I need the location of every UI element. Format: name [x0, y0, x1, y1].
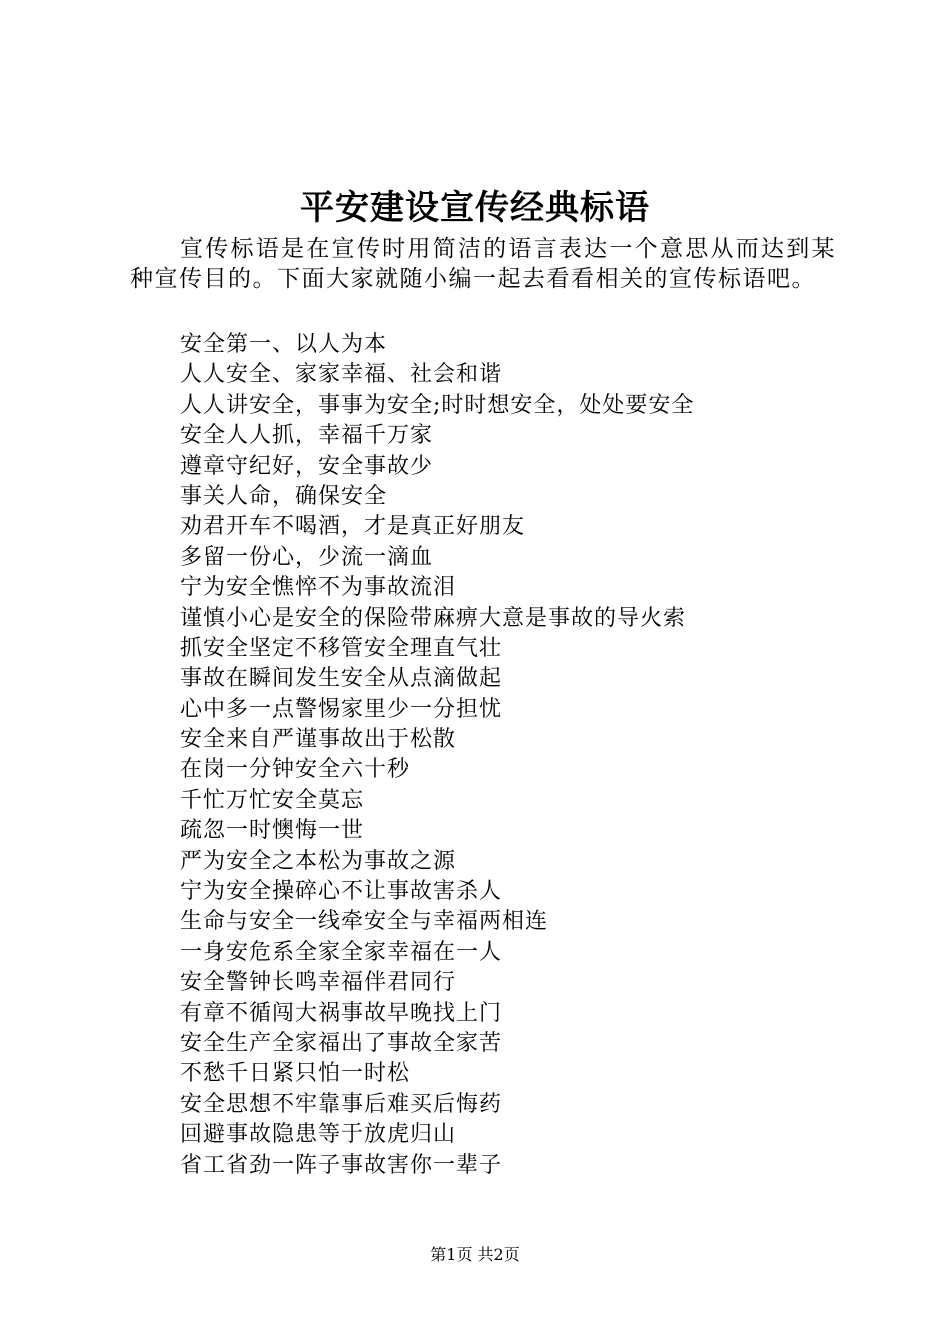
slogan-item: 安全人人抓，幸福千万家: [180, 423, 434, 449]
slogan-item: 安全警钟长鸣幸福伴君同行: [180, 970, 457, 996]
slogan-item: 严为安全之本松为事故之源: [180, 848, 457, 874]
slogan-item: 不愁千日紧只怕一时松: [180, 1061, 411, 1087]
slogan-item: 回避事故隐患等于放虎归山: [180, 1122, 457, 1148]
intro-paragraph: 宣传标语是在宣传时用简洁的语言表达一个意思从而达到某种宣传目的。下面大家就随小编一起去看看相关的宣传标语吧。: [130, 236, 836, 292]
page-footer: 第1页 共2页: [430, 1245, 520, 1264]
slogan-item: 抓安全坚定不移管安全理直气壮: [180, 635, 503, 661]
slogan-item: 心中多一点警惕家里少一分担忧: [180, 696, 503, 722]
slogan-item: 疏忽一时懊悔一世: [180, 818, 365, 844]
slogan-item: 事故在瞬间发生安全从点滴做起: [180, 666, 503, 692]
slogan-item: 一身安危系全家全家幸福在一人: [180, 939, 503, 965]
slogan-item: 安全思想不牢靠事后难买后悔药: [180, 1091, 503, 1117]
slogan-item: 千忙万忙安全莫忘: [180, 787, 365, 813]
document-title: 平安建设宣传经典标语: [300, 188, 650, 228]
slogan-item: 有章不循闯大祸事故早晚找上门: [180, 1000, 503, 1026]
slogan-item: 省工省劲一阵子事故害你一辈子: [180, 1152, 503, 1178]
slogan-item: 在岗一分钟安全六十秒: [180, 757, 411, 783]
slogan-item: 宁为安全憔悴不为事故流泪: [180, 575, 457, 601]
slogan-item: 劝君开车不喝酒，才是真正好朋友: [180, 514, 526, 540]
slogan-item: 遵章守纪好，安全事故少: [180, 453, 434, 479]
slogan-item: 安全生产全家福出了事故全家苦: [180, 1030, 503, 1056]
slogan-item: 事关人命，确保安全: [180, 483, 388, 509]
slogan-item: 生命与安全一线牵安全与幸福两相连: [180, 909, 549, 935]
slogan-item: 人人讲安全，事事为安全;时时想安全，处处要安全: [180, 392, 695, 418]
slogan-item: 宁为安全操碎心不让事故害杀人: [180, 879, 503, 905]
slogan-item: 人人安全、家家幸福、社会和谐: [180, 362, 503, 388]
slogan-item: 安全第一、以人为本: [180, 332, 388, 357]
slogan-item: 多留一份心，少流一滴血: [180, 544, 434, 570]
slogan-list: [180, 330, 820, 1181]
slogan-item: 安全来自严谨事故出于松散: [180, 727, 457, 753]
slogan-item: 谨慎小心是安全的保险带麻痹大意是事故的导火索: [180, 605, 687, 631]
